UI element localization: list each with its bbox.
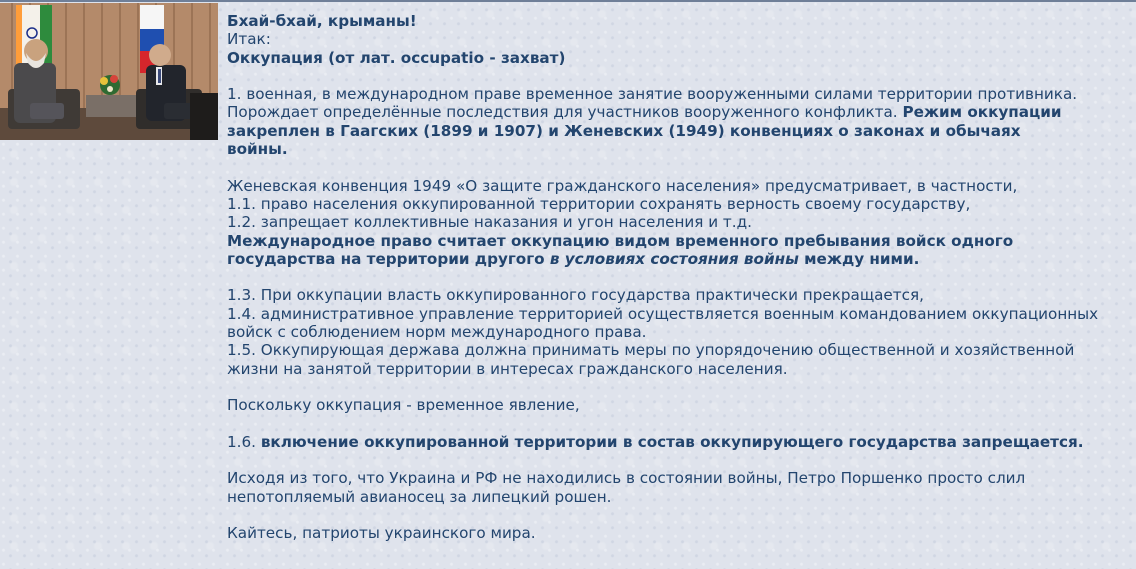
post-body	[227, 12, 1132, 543]
paragraph-2-line-5: государства на территории другого в условиях состояния войны между ними.	[227, 249, 920, 268]
paragraph-6-line-1: Исходя из того, что Украина и РФ не находились в состоянии войны, Петро Поршенко просто слил	[227, 469, 1026, 488]
post-photo	[0, 3, 218, 140]
paragraph-2-line-3: 1.2. запрещает коллективные наказания и угон населения и т.д.	[227, 213, 752, 232]
paragraph-3-line-2: 1.4. административное управление территорией осуществляется военным командованием оккупационных	[227, 304, 1099, 323]
paragraph-3-line-4: 1.5. Оккупирующая держава должна принимать меры по упорядочению общественной и хозяйственной	[227, 341, 1075, 360]
paragraph-3-line-3: войск с соблюдением норм международного права.	[227, 323, 647, 342]
paragraph-1-line-2: Порождает определённые последствия для участников вооруженного конфликта. Режим оккупации	[227, 103, 1062, 122]
paragraph-2-line-1: Женевская конвенция 1949 «О защите гражданского населения» предусматривает, в частности,	[227, 176, 1018, 195]
post-intro: Итак:	[227, 30, 271, 49]
top-border	[0, 0, 1136, 2]
paragraph-5: 1.6. включение оккупированной территории в состав оккупирующего государства запрещается.	[227, 432, 1084, 451]
paragraph-6-line-2: непотопляемый авианосец за липецкий рошен.	[227, 487, 612, 506]
paragraph-1-line-1: 1. военная, в международном праве временное занятие вооруженными силами территории противника.	[227, 85, 1078, 104]
paragraph-7: Кайтесь, патриоты украинского мира.	[227, 524, 536, 543]
paragraph-2-line-4: Международное право считает оккупацию видом временного пребывания войск одного	[227, 231, 1014, 250]
paragraph-2-line-2: 1.1. право населения оккупированной территории сохранять верность своему государству,	[227, 194, 971, 213]
paragraph-3-line-1: 1.3. При оккупации власть оккупированного государства практически прекращается,	[227, 286, 924, 305]
paragraph-4: Поскольку оккупация - временное явление,	[227, 396, 580, 415]
post-definition: Оккупация (от лат. occupatio - захват)	[227, 48, 566, 67]
post-greeting: Бхай-бхай, крыманы!	[227, 12, 417, 30]
paragraph-3-line-5: жизни на занятой территории в интересах гражданского населения.	[227, 359, 788, 378]
paragraph-1-line-4: войны.	[227, 140, 288, 159]
paragraph-1-line-3: закреплен в Гаагских (1899 и 1907) и Женевских (1949) конвенциях о законах и обычаях	[227, 121, 1021, 140]
